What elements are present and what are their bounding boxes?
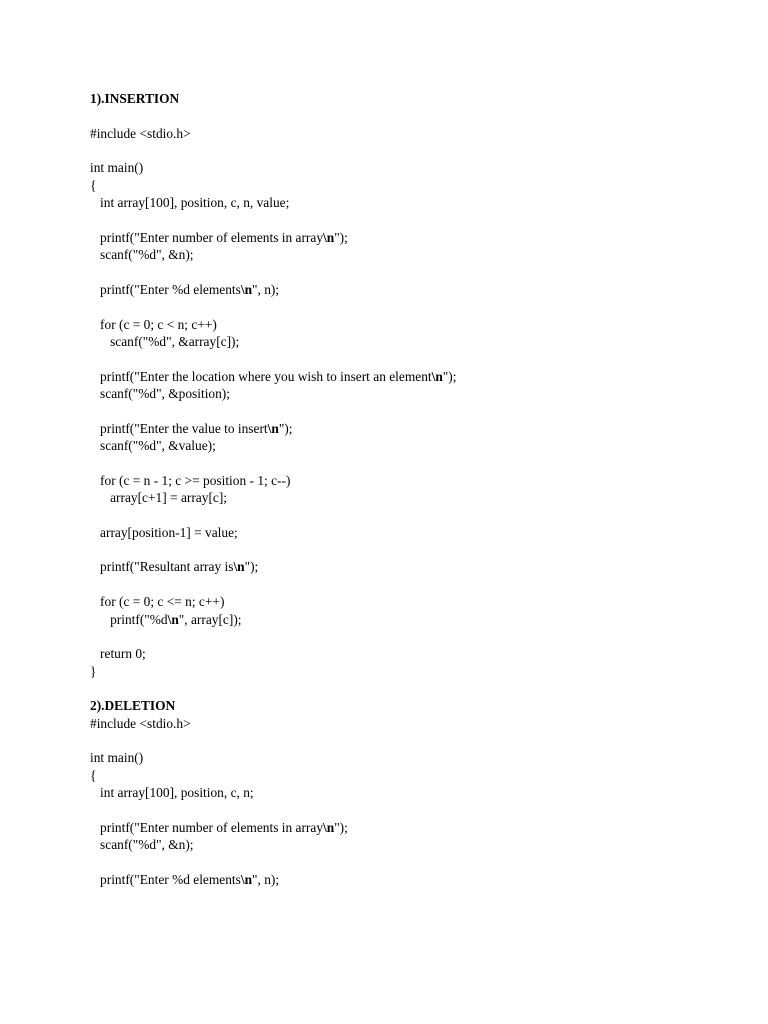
section-heading: 2).DELETION [90,698,176,714]
code-line: printf("Resultant array is\n"); [90,559,259,575]
code-line: int main() [90,750,144,766]
code-line: array[position-1] = value; [90,524,238,540]
section-heading: 1).INSERTION [90,91,180,106]
code-line: printf("Enter %d elements\n", n); [90,871,280,887]
code-line: printf("Enter the location where you wish to insert an element\n"); [90,368,457,384]
code-line: #include <stdio.h> [90,125,191,141]
code-line: scanf("%d", &n); [90,837,194,853]
code-line: return 0; [90,646,146,662]
code-line: { [90,177,97,193]
code-line: printf("Enter number of elements in array\n"); [90,819,348,835]
code-line: for (c = n - 1; c >= position - 1; c--) [90,472,291,488]
code-line: #include <stdio.h> [90,715,191,731]
code-line: for (c = 0; c < n; c++) [90,316,217,332]
code-line: int array[100], position, c, n, value; [90,195,290,211]
code-line: } [90,663,97,679]
code-line: scanf("%d", &array[c]); [90,333,240,349]
code-line: { [90,767,97,783]
code-line: for (c = 0; c <= n; c++) [90,594,225,610]
code-line: printf("%d\n", array[c]); [90,611,242,627]
code-line: printf("Enter %d elements\n", n); [90,281,280,297]
code-line: array[c+1] = array[c]; [90,490,228,506]
code-line: scanf("%d", &position); [90,385,230,401]
code-line: printf("Enter the value to insert\n"); [90,420,293,436]
code-line: int main() [90,160,144,176]
code-line: scanf("%d", &value); [90,438,216,453]
code-line: scanf("%d", &n); [90,247,194,263]
code-line: int array[100], position, c, n; [90,785,254,800]
code-line: printf("Enter number of elements in array\n"); [90,229,348,245]
